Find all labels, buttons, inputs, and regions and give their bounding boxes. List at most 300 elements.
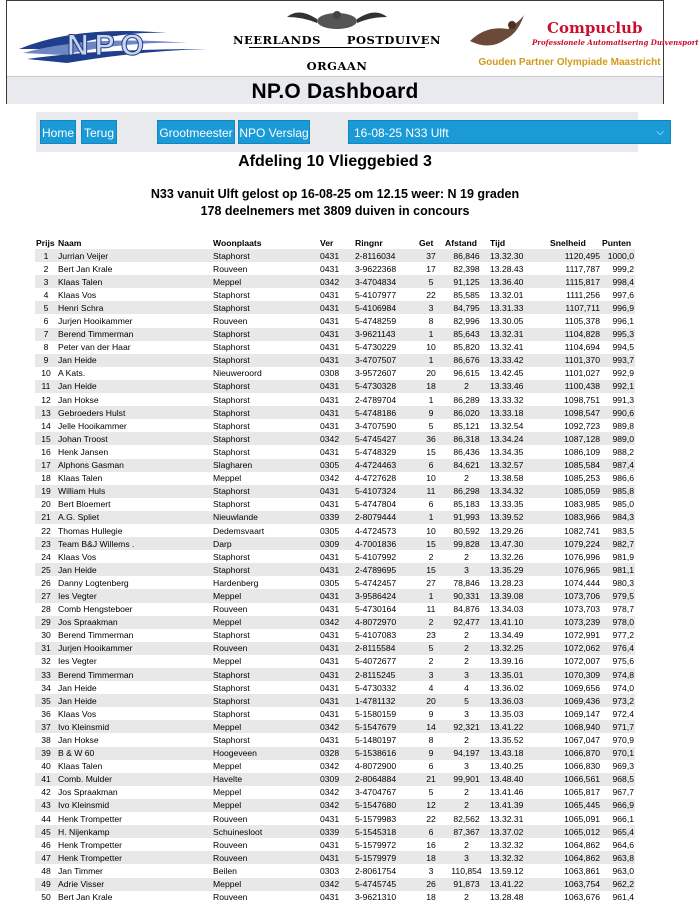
cell-tijd: 13.32.32 xyxy=(490,852,524,863)
cell-ver: 0431 xyxy=(320,604,340,615)
npo-logo[interactable] xyxy=(17,15,217,67)
cell-afstand: 90,331 xyxy=(453,590,480,601)
cell-prijs: 19 xyxy=(41,486,51,497)
cell-ver: 0431 xyxy=(320,263,340,274)
cell-get: 2 xyxy=(428,551,434,562)
cell-snelheid: 1083,985 xyxy=(564,499,600,510)
cell-afstand: 2 xyxy=(464,381,469,392)
cell-ver: 0431 xyxy=(320,329,340,340)
cell-punten: 975,6 xyxy=(612,656,634,667)
cell-woonplaats: Rouveen xyxy=(213,604,248,615)
cell-afstand: 99,901 xyxy=(453,774,480,785)
cell-ver: 0342 xyxy=(320,721,340,732)
cell-punten: 982,7 xyxy=(612,538,634,549)
cell-prijs: 27 xyxy=(41,590,51,601)
cell-get: 15 xyxy=(426,538,436,549)
cell-ringnr: 3-4707507 xyxy=(355,355,397,366)
col-woonplaats[interactable]: Woonplaats xyxy=(213,238,262,248)
cell-get: 17 xyxy=(426,263,436,274)
cell-ver: 0431 xyxy=(320,420,340,431)
cell-tijd: 13.40.25 xyxy=(490,761,524,772)
cell-tijd: 13.32.54 xyxy=(490,420,524,431)
cell-prijs: 34 xyxy=(41,682,51,693)
cell-ver: 0303 xyxy=(320,865,340,876)
cell-tijd: 13.32.01 xyxy=(490,289,524,300)
cell-punten: 980,3 xyxy=(612,577,634,588)
cell-woonplaats: Staphorst xyxy=(213,329,250,340)
table-row xyxy=(35,524,635,537)
col-naam[interactable]: Naam xyxy=(58,238,82,248)
cell-prijs: 46 xyxy=(41,839,51,850)
table-row xyxy=(35,851,635,864)
cell-punten: 974,0 xyxy=(612,682,634,693)
cell-woonplaats: Rouveen xyxy=(213,316,248,327)
cell-afstand: 3 xyxy=(464,852,469,863)
cell-punten: 998,4 xyxy=(612,276,634,287)
cell-ver: 0431 xyxy=(320,682,340,693)
cell-naam: Jurjen Hooikammer xyxy=(58,643,133,654)
cell-ver: 0431 xyxy=(320,446,340,457)
table-row xyxy=(35,328,635,341)
cell-punten: 978,0 xyxy=(612,617,634,628)
cell-get: 26 xyxy=(426,879,436,890)
cell-snelheid: 1101,027 xyxy=(564,368,600,379)
cell-prijs: 8 xyxy=(43,342,49,353)
table-row xyxy=(35,563,635,576)
cell-tijd: 13.34.03 xyxy=(490,604,524,615)
cell-woonplaats: Rouveen xyxy=(213,643,248,654)
cell-woonplaats: Staphorst xyxy=(213,394,250,405)
col-ringnr[interactable]: Ringnr xyxy=(355,238,383,248)
cell-punten: 979,5 xyxy=(612,590,634,601)
cell-tijd: 13.32.30 xyxy=(490,250,524,261)
report-title: Afdeling 10 Vlieggebied 3 xyxy=(238,153,432,170)
cell-afstand: 86,318 xyxy=(453,433,480,444)
cell-get: 2 xyxy=(428,656,434,667)
cell-woonplaats: Rouveen xyxy=(213,892,248,903)
cell-ver: 0431 xyxy=(320,316,340,327)
cell-naam: Thomas Hullegie xyxy=(58,525,123,536)
cell-woonplaats: Staphorst xyxy=(213,420,250,431)
cell-woonplaats: Staphorst xyxy=(213,630,250,641)
col-ver[interactable]: Ver xyxy=(320,238,334,248)
sponsor-partner: Gouden Partner Olympiade Maastricht xyxy=(478,57,661,68)
logo-strip xyxy=(7,1,699,76)
cell-punten: 987,4 xyxy=(612,460,634,471)
cell-ver: 0305 xyxy=(320,525,340,536)
cell-get: 8 xyxy=(428,735,434,746)
cell-snelheid: 1065,012 xyxy=(564,826,600,837)
cell-afstand: 2 xyxy=(464,735,469,746)
cell-prijs: 16 xyxy=(41,446,51,457)
cell-tijd: 13.31.33 xyxy=(490,302,524,313)
cell-get: 1 xyxy=(428,512,434,523)
cell-ver: 0309 xyxy=(320,538,340,549)
cell-naam: Klaas Talen xyxy=(58,473,103,484)
table-row xyxy=(35,799,635,812)
col-afstand[interactable]: Afstand xyxy=(445,238,477,248)
cell-woonplaats: Staphorst xyxy=(213,708,250,719)
cell-woonplaats: Meppel xyxy=(213,800,242,811)
cell-get: 5 xyxy=(428,276,434,287)
cell-prijs: 29 xyxy=(41,617,51,628)
table-row xyxy=(35,707,635,720)
cell-get: 1 xyxy=(428,329,434,340)
cell-naam: Jos Spraakman xyxy=(58,787,118,798)
cell-prijs: 7 xyxy=(43,329,49,340)
cell-punten: 999,2 xyxy=(612,263,634,274)
cell-ver: 0305 xyxy=(320,577,340,588)
cell-ringnr: 5-4730332 xyxy=(355,682,397,693)
table-row xyxy=(35,694,635,707)
cell-snelheid: 1101,370 xyxy=(564,355,600,366)
cell-ringnr: 5-4107992 xyxy=(355,551,397,562)
cell-woonplaats: Staphorst xyxy=(213,551,250,562)
cell-naam: Jan Timmer xyxy=(58,865,103,876)
cell-tijd: 13.32.26 xyxy=(490,551,524,562)
cell-snelheid: 1066,870 xyxy=(564,748,600,759)
cell-afstand: 5 xyxy=(464,695,469,706)
table-row xyxy=(35,301,635,314)
cell-ver: 0431 xyxy=(320,708,340,719)
cell-naam: B & W 60 xyxy=(58,748,95,759)
cell-snelheid: 1064,862 xyxy=(564,839,600,850)
cell-afstand: 4 xyxy=(464,682,469,693)
cell-punten: 986,6 xyxy=(612,473,634,484)
cell-woonplaats: Staphorst xyxy=(213,486,250,497)
sponsor-name: Compuclub xyxy=(547,19,643,37)
grootmeester-button[interactable]: Grootmeester xyxy=(157,120,235,144)
cell-get: 8 xyxy=(428,316,434,327)
cell-get: 37 xyxy=(426,250,436,261)
cell-ver: 0431 xyxy=(320,669,340,680)
cell-ringnr: 3-4704834 xyxy=(355,276,397,287)
cell-prijs: 42 xyxy=(41,787,51,798)
cell-ringnr: 5-1547679 xyxy=(355,721,397,732)
cell-woonplaats: Staphorst xyxy=(213,682,250,693)
cell-prijs: 15 xyxy=(41,433,51,444)
cell-prijs: 37 xyxy=(41,721,51,732)
table-row xyxy=(35,616,635,629)
cell-get: 18 xyxy=(426,852,436,863)
col-snelheid[interactable]: Snelheid xyxy=(550,238,586,248)
cell-prijs: 26 xyxy=(41,577,51,588)
col-prijs[interactable]: Prijs xyxy=(36,238,55,248)
cell-afstand: 85,585 xyxy=(453,289,480,300)
cell-prijs: 20 xyxy=(41,499,51,510)
cell-tijd: 13.28.48 xyxy=(490,892,524,903)
cell-get: 11 xyxy=(426,604,436,615)
cell-punten: 962,2 xyxy=(612,879,634,890)
cell-prijs: 47 xyxy=(41,852,51,863)
cell-punten: 996,1 xyxy=(612,316,634,327)
cell-ver: 0431 xyxy=(320,499,340,510)
cell-punten: 994,5 xyxy=(612,342,634,353)
cell-naam: Ivo Kleinsmid xyxy=(58,800,110,811)
cell-tijd: 13.32.57 xyxy=(490,460,524,471)
title-bar xyxy=(7,76,663,104)
table-row xyxy=(35,380,635,393)
cell-get: 1 xyxy=(428,590,434,601)
cell-woonplaats: Meppel xyxy=(213,276,242,287)
cell-get: 20 xyxy=(426,695,436,706)
logo-text-line2: ORGAAN xyxy=(306,59,368,73)
cell-prijs: 48 xyxy=(41,865,51,876)
table-row xyxy=(35,485,635,498)
cell-tijd: 13.30.05 xyxy=(490,316,524,327)
cell-naam: Bert Bloemert xyxy=(58,499,111,510)
cell-get: 9 xyxy=(428,748,434,759)
cell-prijs: 25 xyxy=(41,564,51,575)
cell-ringnr: 5-4072677 xyxy=(355,656,397,667)
cell-prijs: 36 xyxy=(41,708,51,719)
cell-snelheid: 1072,062 xyxy=(564,643,600,654)
cell-ringnr: 5-4742457 xyxy=(355,577,397,588)
cell-afstand: 85,643 xyxy=(453,329,480,340)
cell-punten: 963,0 xyxy=(612,865,634,876)
cell-ringnr: 2-8064884 xyxy=(355,774,397,785)
col-punten[interactable]: Punten xyxy=(602,238,632,248)
table-row xyxy=(35,472,635,485)
cell-ringnr: 5-1579979 xyxy=(355,852,397,863)
cell-woonplaats: Staphorst xyxy=(213,355,250,366)
cell-ver: 0431 xyxy=(320,551,340,562)
cell-punten: 966,9 xyxy=(612,800,634,811)
cell-afstand: 92,477 xyxy=(453,617,480,628)
cell-ringnr: 5-4745745 xyxy=(355,879,397,890)
cell-afstand: 91,873 xyxy=(453,879,480,890)
cell-snelheid: 1098,547 xyxy=(564,407,600,418)
cell-snelheid: 1074,444 xyxy=(564,577,600,588)
table-row xyxy=(35,314,635,327)
cell-get: 4 xyxy=(428,682,434,693)
table-row xyxy=(35,655,635,668)
table-row xyxy=(35,812,635,825)
col-get[interactable]: Get xyxy=(419,238,434,248)
cell-woonplaats: Hardenberg xyxy=(213,577,259,588)
cell-tijd: 13.33.18 xyxy=(490,407,524,418)
cell-tijd: 13.32.32 xyxy=(490,839,524,850)
cell-woonplaats: Nieuwlande xyxy=(213,512,258,523)
table-row xyxy=(35,432,635,445)
cell-ringnr: 5-4748259 xyxy=(355,316,397,327)
cell-naam: Klaas Talen xyxy=(58,761,103,772)
cell-ver: 0431 xyxy=(320,643,340,654)
cell-punten: 992,1 xyxy=(612,381,634,392)
cell-snelheid: 1111,256 xyxy=(566,289,600,300)
cell-naam: Alphons Gasman xyxy=(58,460,124,471)
cell-ringnr: 3-9621143 xyxy=(355,329,396,340)
cell-punten: 992,9 xyxy=(612,368,634,379)
header-banner xyxy=(6,0,699,104)
cell-naam: Jelle Hooikammer xyxy=(58,420,127,431)
cell-ringnr: 3-9572607 xyxy=(355,368,397,379)
cell-afstand: 82,996 xyxy=(453,316,480,327)
cell-prijs: 38 xyxy=(41,735,51,746)
cell-ver: 0431 xyxy=(320,735,340,746)
cell-woonplaats: Staphorst xyxy=(213,289,250,300)
cell-punten: 977,2 xyxy=(612,630,634,641)
cell-naam: Bert Jan Krale xyxy=(58,263,113,274)
cell-afstand: 3 xyxy=(464,669,469,680)
table-row xyxy=(35,681,635,694)
cell-punten: 989,0 xyxy=(612,433,634,444)
cell-ver: 0431 xyxy=(320,695,340,706)
cell-ver: 0431 xyxy=(320,342,340,353)
table-row xyxy=(35,642,635,655)
cell-get: 1 xyxy=(428,355,434,366)
cell-tijd: 13.35.29 xyxy=(490,564,524,575)
cell-ringnr: 2-8115584 xyxy=(355,643,396,654)
home-button[interactable]: Home xyxy=(40,120,76,144)
cell-tijd: 13.39.52 xyxy=(490,512,524,523)
cell-tijd: 13.43.18 xyxy=(490,748,524,759)
table-row xyxy=(35,576,635,589)
cell-woonplaats: Dedemsvaart xyxy=(213,525,265,536)
cell-prijs: 39 xyxy=(41,748,51,759)
cell-punten: 966,1 xyxy=(612,813,634,824)
cell-ringnr: 5-4730328 xyxy=(355,381,397,392)
cell-woonplaats: Rouveen xyxy=(213,263,248,274)
cell-get: 3 xyxy=(428,669,434,680)
cell-prijs: 6 xyxy=(43,316,49,327)
cell-get: 14 xyxy=(426,721,436,732)
cell-afstand: 2 xyxy=(464,800,469,811)
cell-punten: 973,2 xyxy=(612,695,634,706)
cell-ver: 0431 xyxy=(320,839,340,850)
cell-afstand: 2 xyxy=(464,630,469,641)
cell-get: 27 xyxy=(426,577,436,588)
cell-afstand: 87,367 xyxy=(453,826,480,837)
table-row xyxy=(35,760,635,773)
cell-afstand: 91,125 xyxy=(453,276,480,287)
cell-punten: 989,8 xyxy=(612,420,634,431)
table-row xyxy=(35,589,635,602)
cell-get: 5 xyxy=(428,420,434,431)
table-row xyxy=(35,733,635,746)
cell-snelheid: 1082,741 xyxy=(564,525,600,536)
postduiven-logo: NEERLANDS POSTDUIVEN ORGAAN xyxy=(229,7,445,75)
cell-punten: 996,9 xyxy=(612,302,634,313)
cell-prijs: 28 xyxy=(41,604,51,615)
table-row xyxy=(35,891,635,904)
cell-tijd: 13.41.22 xyxy=(490,879,524,890)
back-button[interactable]: Terug xyxy=(81,120,117,144)
cell-woonplaats: Staphorst xyxy=(213,446,250,457)
cell-naam: A Kats. xyxy=(58,368,86,379)
table-row xyxy=(35,629,635,642)
cell-get: 5 xyxy=(428,787,434,798)
cell-naam: Jurrian Veijer xyxy=(58,250,109,261)
cell-afstand: 3 xyxy=(464,761,469,772)
cell-afstand: 2 xyxy=(464,551,469,562)
cell-punten: 981,1 xyxy=(612,564,634,575)
cell-ringnr: 4-8072900 xyxy=(355,761,397,772)
chevron-down-icon: ⌵ xyxy=(656,127,664,138)
verslag-button[interactable]: NPO Verslag xyxy=(238,120,310,144)
cell-tijd: 13.32.25 xyxy=(490,643,524,654)
cell-ver: 0431 xyxy=(320,355,340,366)
svg-text:NPO: NPO xyxy=(67,29,151,62)
cell-ver: 0431 xyxy=(320,302,340,313)
cell-afstand: 96,615 xyxy=(453,368,480,379)
cell-woonplaats: Staphorst xyxy=(213,342,250,353)
cell-afstand: 84,621 xyxy=(453,460,480,471)
cell-ver: 0309 xyxy=(320,774,340,785)
cell-afstand: 86,436 xyxy=(453,446,480,457)
cell-naam: Jan Heide xyxy=(58,381,97,392)
cell-afstand: 2 xyxy=(464,643,469,654)
cell-woonplaats: Meppel xyxy=(213,656,242,667)
cell-tijd: 13.34.49 xyxy=(490,630,524,641)
cell-snelheid: 1069,436 xyxy=(564,695,600,706)
cell-afstand: 2 xyxy=(464,787,469,798)
cell-snelheid: 1069,656 xyxy=(564,682,600,693)
cell-afstand: 84,876 xyxy=(453,604,480,615)
cell-snelheid: 1064,862 xyxy=(564,852,600,863)
cell-ver: 0342 xyxy=(320,276,340,287)
cell-ringnr: 1-4781132 xyxy=(355,695,396,706)
race-select[interactable] xyxy=(348,120,671,144)
cell-snelheid: 1083,966 xyxy=(564,512,600,523)
cell-ver: 0431 xyxy=(320,289,340,300)
table-row xyxy=(35,550,635,563)
cell-snelheid: 1069,147 xyxy=(564,708,600,719)
cell-get: 22 xyxy=(426,289,436,300)
cell-snelheid: 1107,711 xyxy=(565,302,600,313)
cell-naam: Johan Troost xyxy=(58,433,108,444)
cell-punten: 976,4 xyxy=(612,643,634,654)
cell-ver: 0342 xyxy=(320,879,340,890)
table-row xyxy=(35,249,635,262)
cell-prijs: 4 xyxy=(43,289,49,300)
cell-naam: Jan Hokse xyxy=(58,735,99,746)
cell-prijs: 11 xyxy=(41,381,51,392)
cell-prijs: 3 xyxy=(43,276,49,287)
cell-ver: 0431 xyxy=(320,407,340,418)
table-row xyxy=(35,603,635,616)
cell-tijd: 13.28.43 xyxy=(490,263,524,274)
cell-snelheid: 1068,940 xyxy=(564,721,600,732)
cell-naam: H. Nijenkamp xyxy=(58,826,110,837)
compuclub-logo[interactable] xyxy=(462,9,699,75)
cell-naam: Comb. Mulder xyxy=(58,774,112,785)
cell-woonplaats: Staphorst xyxy=(213,499,250,510)
col-tijd[interactable]: Tijd xyxy=(490,238,506,248)
cell-afstand: 2 xyxy=(464,892,469,903)
cell-naam: William Huls xyxy=(58,486,106,497)
cell-prijs: 45 xyxy=(41,826,51,837)
cell-woonplaats: Staphorst xyxy=(213,564,250,575)
cell-punten: 985,8 xyxy=(612,486,634,497)
table-row xyxy=(35,537,635,550)
cell-naam: Ivo Kleinsmid xyxy=(58,721,110,732)
cell-prijs: 40 xyxy=(41,761,51,772)
cell-ver: 0431 xyxy=(320,813,340,824)
cell-snelheid: 1098,751 xyxy=(564,394,600,405)
cell-afstand: 85,820 xyxy=(453,342,480,353)
table-row xyxy=(35,459,635,472)
cell-ringnr: 4-7001836 xyxy=(355,538,397,549)
cell-tijd: 13.39.16 xyxy=(490,656,524,667)
cell-punten: 988,2 xyxy=(612,446,634,457)
cell-ringnr: 5-1547680 xyxy=(355,800,397,811)
cell-get: 15 xyxy=(426,564,436,575)
cell-snelheid: 1063,676 xyxy=(564,892,600,903)
cell-woonplaats: Staphorst xyxy=(213,407,250,418)
cell-naam: Jan Hokse xyxy=(58,394,99,405)
cell-woonplaats: Meppel xyxy=(213,879,242,890)
